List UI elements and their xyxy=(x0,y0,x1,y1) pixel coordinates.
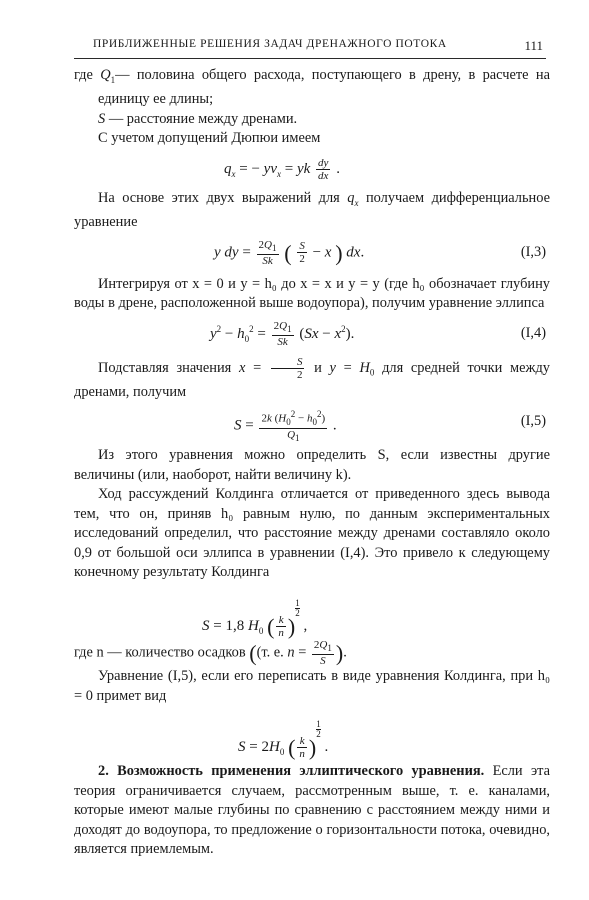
equation-qx: $q_x$ = − $yv_x$ = yk $\frac{dy}{dx}$ . xyxy=(224,156,340,182)
section-2-paragraph: 2. Возможность применения эллиптического уравнения. Если эта теория ограничивается случаем, рассмотренным выше, т. е. каналами, которые имеют малые глубины по сравнению с расстоянием между ними и доходят до водоупора, то предложение о горизонтальности потока, очевидно, является приемлемым. xyxy=(74,763,550,858)
equation-i5: S = $\frac{2k (H_0^2 - h_0^2)}{Q_1}$ . (I,5) xyxy=(234,409,546,444)
paragraph-dupuit: С учетом допущений Дюпюи имеем xyxy=(98,130,321,147)
page-number: 111 xyxy=(524,38,543,53)
paragraph-q1-definition: где $Q_1—$ половина общего расхода, поступающего в дрену, в расчете на единицу ее длины; xyxy=(74,67,550,108)
equation-number: (I,4) xyxy=(520,324,546,341)
paragraph-equation-rewritten: Уравнение (I,5), если его переписать в виде уравнения Колдинга, при h₀ = 0 примет вид xyxy=(74,668,550,704)
running-title: ПРИБЛИЖЕННЫЕ РЕШЕНИЯ ЗАДАЧ ДРЕНАЖНОГО ПОТОКА xyxy=(93,38,447,50)
paragraph-substituting: Подставляя значения x = $\frac{S}{2}$ и $y = H_0$ для средней точки между дренами, получим xyxy=(74,355,550,400)
paragraph-integrating: Интегрируя от x = 0 и y = h₀ до x = x и y = y (где h₀ обозначает глубину воды в дрене, расположенной выше водоупора), получим уравнение эллипса xyxy=(74,275,550,312)
equation-number: (I,5) xyxy=(520,413,546,430)
equation-number: (I,3) xyxy=(520,243,546,260)
paragraph-s-definition: S — расстояние между дренами. xyxy=(98,110,298,127)
equation-i3: y dy = $\frac{2Q_1}{Sk}$ ( $\frac{S}{2}$ − x ) dx. (I,3) xyxy=(214,238,546,267)
header-rule xyxy=(74,58,546,59)
paragraph-determine-s: Из этого уравнения можно определить S, если известны другие величины (или, наоборот, найти величину k). xyxy=(74,447,550,483)
paragraph-n-definition: где n — количество осадков ((т. е. n = $\frac{2Q_1}{S}$ ). xyxy=(74,638,347,668)
equation-colding: S = 1,8 $H_0$ ( $\frac{k}{n}$ ) $\frac{1}{2}$ , xyxy=(202,597,308,639)
paragraph-differential: На основе этих двух выражений для $q_x$ получаем дифференциальное уравнение xyxy=(74,189,550,231)
paragraph-colding: Ход рассуждений Колдинга отличается от приведенного здесь вывода тем, что он, приняв h₀ равным нулю, по данным экспериментальных исследований определил, что расстояние между дренами составляло около 0,9 от большой оси эллипса в уравнении (I,4). Это привело к следующему конечному результату Колдинга xyxy=(74,486,550,581)
running-header xyxy=(75,38,545,56)
equation-colding-form: $S = 2H_0$ ( $\frac{k}{n}$ ) $\frac{1}{2}$ . xyxy=(238,719,329,761)
section-2-heading: 2. Возможность применения эллиптического уравнения. xyxy=(98,763,485,780)
equation-i4: $y^2 - h_0^2$ = $\frac{2Q_1}{Sk}$ $(Sx - x^2)$. (I,4) xyxy=(210,320,546,349)
body-text xyxy=(74,66,550,860)
